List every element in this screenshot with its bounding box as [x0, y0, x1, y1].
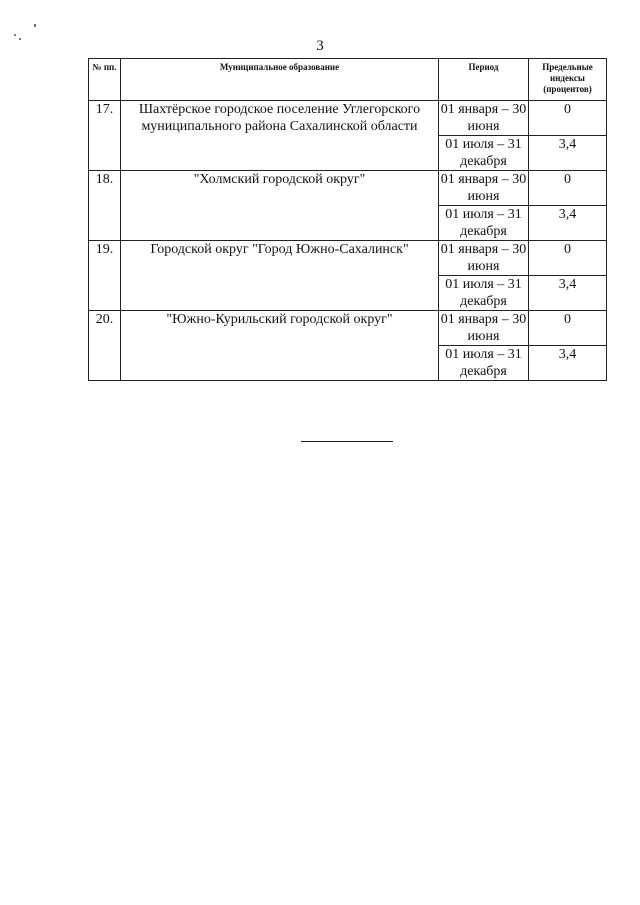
- header-num: № пп.: [89, 59, 121, 101]
- table-row: [89, 171, 607, 206]
- index-cell: 3,4: [529, 276, 607, 311]
- period-cell: 01 января – 30 июня: [439, 101, 529, 136]
- period-cell: 01 января – 30 июня: [439, 241, 529, 276]
- indices-table: [88, 58, 607, 381]
- header-index: Предельные индексы (процентов): [529, 59, 607, 101]
- index-cell: 3,4: [529, 136, 607, 171]
- table-row: [89, 241, 607, 276]
- period-cell: 01 января – 30 июня: [439, 311, 529, 346]
- period-cell: 01 июля – 31 декабря: [439, 136, 529, 171]
- row-number: 19.: [89, 241, 121, 311]
- header-municipality: Муниципальное образование: [121, 59, 439, 101]
- page-number: 3: [316, 38, 324, 54]
- table-row: [89, 101, 607, 136]
- period-cell: 01 января – 30 июня: [439, 171, 529, 206]
- scan-speck: [19, 38, 21, 40]
- index-cell: 0: [529, 311, 607, 346]
- scan-speck: [14, 34, 16, 36]
- municipality-name: Городской округ "Город Южно-Сахалинск": [121, 241, 439, 311]
- period-cell: 01 июля – 31 декабря: [439, 206, 529, 241]
- index-cell: 0: [529, 101, 607, 136]
- end-of-document-rule: [301, 441, 393, 442]
- scan-speck: [34, 24, 36, 27]
- period-cell: 01 июля – 31 декабря: [439, 276, 529, 311]
- index-cell: 0: [529, 241, 607, 276]
- table-header-row: [89, 59, 607, 101]
- municipality-name: "Южно-Курильский городской округ": [121, 311, 439, 381]
- index-cell: 0: [529, 171, 607, 206]
- table-row: [89, 311, 607, 346]
- row-number: 20.: [89, 311, 121, 381]
- row-number: 18.: [89, 171, 121, 241]
- municipality-name: Шахтёрское городское поселение Углегорского муниципального района Сахалинской области: [121, 101, 439, 171]
- municipality-name: "Холмский городской округ": [121, 171, 439, 241]
- period-cell: 01 июля – 31 декабря: [439, 346, 529, 381]
- row-number: 17.: [89, 101, 121, 171]
- header-period: Период: [439, 59, 529, 101]
- index-cell: 3,4: [529, 206, 607, 241]
- index-cell: 3,4: [529, 346, 607, 381]
